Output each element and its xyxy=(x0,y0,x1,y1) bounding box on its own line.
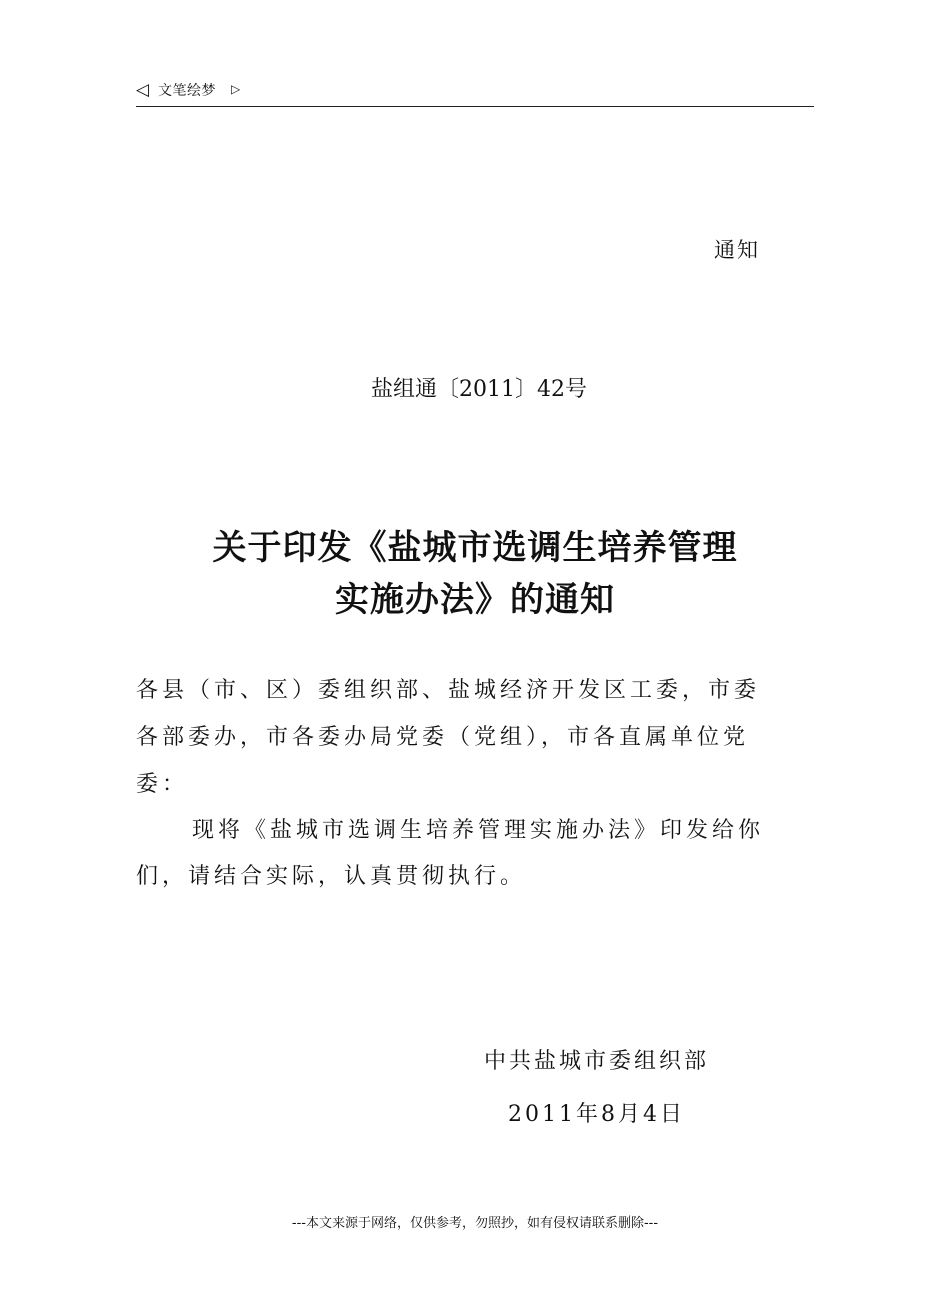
document-title-line-1: 关于印发《盐城市选调生培养管理 xyxy=(212,528,738,568)
signature-date: 2011年8月4日 xyxy=(508,1102,685,1127)
body-line: 现将《盐城市选调生培养管理实施办法》印发给你 xyxy=(192,818,765,843)
triangle-left-icon: ◁ xyxy=(136,80,150,100)
header-title: 文笔绘梦 xyxy=(158,83,216,99)
document-number: 盐组通〔2011〕42号 xyxy=(371,377,587,402)
signature-organization: 中共盐城市委组织部 xyxy=(484,1049,710,1074)
page-header xyxy=(136,80,814,107)
page-footer: ---本文来源于网络，仅供参考，勿照抄，如有侵权请联系删除--- xyxy=(291,1216,659,1231)
body-line: 们，请结合实际，认真贯彻执行。 xyxy=(136,864,527,889)
body-line: 各部委办，市各委办局党委（党组），市各直属单位党 xyxy=(136,725,750,750)
body-line: 委： xyxy=(136,772,189,797)
triangle-right-icon: ▷ xyxy=(231,82,241,96)
body-line: 各县（市、区）委组织部、盐城经济开发区工委，市委 xyxy=(136,678,761,703)
notice-label: 通知 xyxy=(714,238,760,262)
document-title-line-2: 实施办法》的通知 xyxy=(335,580,615,620)
